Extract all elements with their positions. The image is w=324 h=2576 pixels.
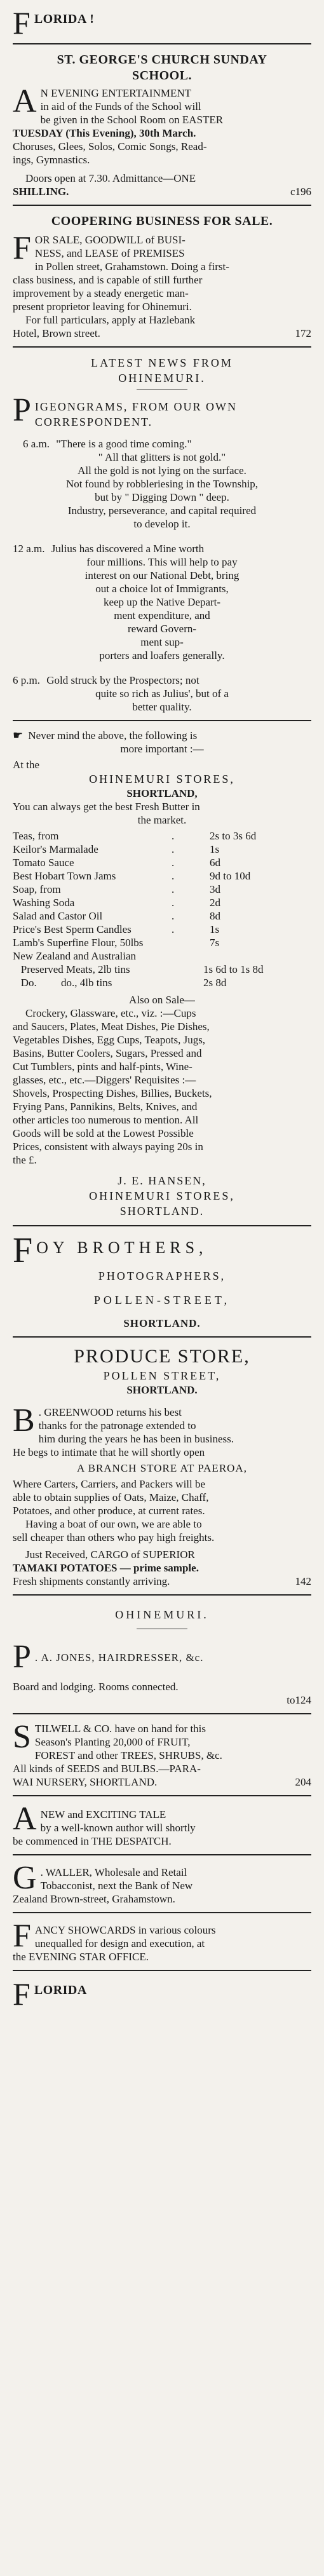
jones-title: . A. JONES, HAIRDRESSER, &c. bbox=[34, 1651, 204, 1664]
body-line: to develop it. bbox=[133, 518, 191, 530]
price-value: 7s bbox=[210, 937, 220, 949]
st-georges-ad bbox=[13, 48, 311, 201]
dropcap: P bbox=[13, 1639, 31, 1675]
body-line: He begs to intimate that he will shortly open bbox=[13, 1446, 205, 1458]
price-row bbox=[13, 976, 311, 989]
price-list bbox=[13, 829, 311, 989]
price-dot: . bbox=[172, 883, 175, 895]
body-line: the EVENING STAR OFFICE. bbox=[13, 1951, 149, 1963]
body-line: Vegetables Dishes, Egg Cups, Teapots, Jugs, bbox=[13, 1034, 206, 1046]
jones-ad bbox=[13, 1633, 311, 1709]
price-value: 8d bbox=[210, 910, 220, 922]
ad-heading: OHINEMURI. bbox=[118, 372, 206, 384]
price-row bbox=[13, 843, 311, 856]
ad-heading: OY BROTHERS, bbox=[36, 1238, 208, 1257]
body-line: present proprietor leaving for Ohinemuri. bbox=[13, 301, 192, 313]
ohinemuri-section bbox=[13, 1599, 311, 1625]
price-item: Lamb's Superfine Flour, 50lbs bbox=[13, 937, 144, 949]
price-dot: . bbox=[172, 923, 175, 935]
ad-heading: COOPERING BUSINESS FOR SALE. bbox=[51, 214, 273, 228]
body-line: At the bbox=[13, 759, 40, 771]
divider bbox=[13, 1225, 311, 1226]
ad-body bbox=[13, 83, 311, 198]
body-line: Industry, perseverance, and capital required bbox=[67, 505, 257, 517]
price-row bbox=[13, 949, 311, 963]
price-value bbox=[210, 949, 311, 963]
divider bbox=[13, 1912, 311, 1913]
price-value: 1s bbox=[210, 923, 220, 935]
signature: OHINEMURI STORES, bbox=[89, 1190, 235, 1202]
pointing-hand-icon: ☛ bbox=[13, 729, 24, 742]
waller-ad bbox=[13, 1859, 311, 1908]
price-value: 1s 6d to 1s 8d bbox=[203, 963, 264, 975]
sub-heading: IGEONGRAMS, FROM OUR OWN bbox=[34, 400, 237, 413]
body-line: Tobacconist, next the Bank of New bbox=[40, 1880, 193, 1892]
ad-heading: LORIDA ! bbox=[34, 12, 95, 26]
ad-body bbox=[13, 1402, 311, 1459]
body-line: improvement by a steady energetic man- bbox=[13, 287, 189, 299]
sub-heading: SHORTLAND. bbox=[123, 1317, 201, 1329]
body-line bbox=[13, 437, 311, 451]
produce-store-ad bbox=[13, 1341, 311, 1590]
body-line-row bbox=[13, 1775, 311, 1789]
body-line: TAMAKI POTATOES — prime sample. bbox=[13, 1562, 199, 1574]
body-line: but by " Digging Down " deep. bbox=[95, 491, 229, 503]
body-line: Basins, Butter Coolers, Sugars, Pressed and bbox=[13, 1047, 202, 1059]
signature: SHORTLAND. bbox=[119, 1205, 205, 1217]
body-line: other articles too numerous to mention. All bbox=[13, 1114, 199, 1126]
body-line: All kinds of SEEDS and BULBS.—PARA- bbox=[13, 1763, 201, 1775]
body-line: more important :— bbox=[120, 743, 204, 755]
jones-heading bbox=[13, 1639, 311, 1675]
store-name: OHINEMURI STORES, bbox=[89, 773, 235, 785]
price-item: Washing Soda bbox=[13, 897, 75, 909]
body-line: Crockery, Glassware, etc., viz. :—Cups bbox=[25, 1007, 196, 1019]
price-value: 3d bbox=[210, 883, 220, 895]
body-line: FOREST and other TREES, SHRUBS, &c. bbox=[34, 1749, 222, 1761]
price-row bbox=[13, 883, 311, 896]
price-row bbox=[13, 963, 311, 976]
body-line: ment expenditure, and bbox=[114, 609, 210, 621]
sub-heading: POLLEN STREET, bbox=[103, 1369, 221, 1382]
ad-code: 204 bbox=[295, 1776, 311, 1788]
news-sub bbox=[13, 392, 311, 430]
body-line: in Pollen street, Grahamstown. Doing a first- bbox=[34, 261, 229, 273]
body-line: Cut Tumblers, pints and half-pints, Wine- bbox=[13, 1061, 192, 1073]
branch-heading: A BRANCH STORE AT PAEROA, bbox=[77, 1462, 247, 1474]
divider bbox=[13, 1795, 311, 1796]
ohinemuri-stores-ad bbox=[13, 725, 311, 1221]
price-item: Salad and Castor Oil bbox=[13, 910, 103, 922]
divider bbox=[13, 1713, 311, 1714]
body-line: . WALLER, Wholesale and Retail bbox=[40, 1866, 187, 1878]
body-line: Also on Sale— bbox=[129, 994, 195, 1006]
body-line: NESS, and LEASE of PREMISES bbox=[34, 247, 185, 259]
fancy-showcards-ad bbox=[13, 1917, 311, 1966]
body-line: Prices, consistent with always paying 20s in bbox=[13, 1141, 203, 1153]
price-item: Soap, from bbox=[13, 883, 61, 895]
body-line: Doors open at 7.30. Admittance—ONE bbox=[25, 172, 196, 184]
price-value: 2d bbox=[210, 897, 220, 909]
body-line: class business, and is capable of still further bbox=[13, 274, 203, 286]
body-line: Choruses, Glees, Solos, Comic Songs, Read- bbox=[13, 140, 207, 153]
newspaper-column bbox=[13, 0, 311, 2010]
divider bbox=[13, 1970, 311, 1971]
divider bbox=[13, 720, 311, 721]
divider bbox=[13, 1594, 311, 1596]
body-line: able to obtain supplies of Oats, Maize, Chaff, bbox=[13, 1491, 209, 1503]
dropcap: P bbox=[13, 392, 31, 428]
dropcap: F bbox=[13, 1231, 33, 1270]
body-line-row bbox=[13, 1575, 311, 1588]
news-time: 6 a.m. bbox=[23, 438, 50, 450]
price-row bbox=[13, 896, 311, 909]
divider bbox=[13, 205, 311, 206]
price-dot bbox=[172, 949, 210, 963]
news-time: 6 p.m. bbox=[13, 674, 40, 686]
ad-heading: SCHOOL. bbox=[132, 69, 192, 83]
body-line: reward Govern- bbox=[127, 623, 197, 635]
sub-heading: CORRESPONDENT. bbox=[34, 416, 153, 428]
body-line bbox=[13, 729, 311, 742]
stilwell-ad bbox=[13, 1718, 311, 1791]
body-line: Just Received, CARGO of SUPERIOR bbox=[25, 1549, 195, 1561]
divider bbox=[13, 43, 311, 44]
dropcap: A bbox=[13, 1801, 37, 1837]
body-line: porters and loafers generally. bbox=[99, 649, 225, 661]
price-row bbox=[13, 829, 311, 843]
dropcap: F bbox=[13, 1976, 30, 2012]
body-line: in aid of the Funds of the School will bbox=[40, 100, 201, 112]
ad-code: c196 bbox=[290, 186, 311, 198]
sub-heading: POLLEN-STREET, bbox=[93, 1294, 231, 1306]
foy-brothers-ad bbox=[13, 1230, 311, 1332]
price-dot: . bbox=[172, 830, 175, 842]
dropcap: A bbox=[13, 83, 37, 119]
news-item-3 bbox=[13, 674, 311, 714]
price-item: Preserved Meats, 2lb tins bbox=[13, 963, 130, 975]
body-line: Not found by robbleriesing in the Township, bbox=[65, 478, 259, 490]
body-line: OR SALE, GOODWILL of BUSI- bbox=[34, 234, 186, 246]
price-line bbox=[13, 185, 311, 198]
florida-ad bbox=[13, 4, 311, 39]
foy-heading bbox=[13, 1231, 311, 1270]
body-line: For full particulars, apply at Hazlebank bbox=[25, 314, 196, 326]
ad-body bbox=[13, 230, 311, 340]
price-value: 9d to 10d bbox=[210, 870, 251, 882]
body-line: Where Carters, Carriers, and Packers will be bbox=[13, 1478, 206, 1490]
body-line: ings, Gymnastics. bbox=[13, 154, 90, 166]
latest-news-ad bbox=[13, 351, 311, 716]
body-line: glasses, etc., etc.—Diggers' Requisites :— bbox=[13, 1074, 196, 1086]
body-line: " All that glitters is not gold." bbox=[98, 451, 226, 463]
body-line: You can always get the best Fresh Butter in bbox=[13, 801, 200, 813]
divider bbox=[13, 1336, 311, 1338]
price-item: Do. do., 4lb tins bbox=[13, 977, 112, 989]
body-line: TILWELL & CO. have on hand for this bbox=[34, 1723, 206, 1735]
body-line: better quality. bbox=[132, 701, 192, 713]
body-line: Season's Planting 20,000 of FRUIT, bbox=[34, 1736, 191, 1748]
florida-ad-bottom bbox=[13, 1975, 311, 2010]
news-text: Gold struck by the Prospectors; not bbox=[46, 674, 199, 686]
body-line: Goods will be sold at the Lowest Possible bbox=[13, 1127, 194, 1139]
body-line: Having a boat of our own, we are able to bbox=[25, 1518, 202, 1530]
body-line: . GREENWOOD returns his best bbox=[38, 1406, 182, 1418]
body-line: unequalled for design and execution, at bbox=[34, 1937, 205, 1949]
body-line: interest on our National Debt, bring bbox=[84, 569, 240, 581]
divider bbox=[13, 346, 311, 348]
body-line: four millions. This will help to pay bbox=[86, 556, 238, 568]
price-value: 2s to 3s 6d bbox=[210, 830, 257, 842]
price-row bbox=[13, 936, 311, 949]
body-line: be given in the School Room on EASTER bbox=[40, 114, 224, 126]
body-line: N EVENING ENTERTAINMENT bbox=[40, 87, 192, 99]
body-line: Hotel, Brown street. bbox=[13, 327, 100, 339]
sub-heading: PHOTOGRAPHERS, bbox=[98, 1270, 226, 1282]
price-text: SHILLING. bbox=[13, 186, 69, 198]
coopering-ad bbox=[13, 210, 311, 342]
intro-text: Never mind the above, the following is bbox=[28, 729, 198, 742]
price-value: 2s 8d bbox=[203, 977, 227, 989]
price-item: Best Hobart Town Jams bbox=[13, 870, 116, 882]
news-time: 12 a.m. bbox=[13, 543, 45, 555]
ad-code: 172 bbox=[295, 327, 311, 339]
body-line: him during the years he has been in business. bbox=[38, 1433, 234, 1445]
news-item-2 bbox=[13, 542, 311, 662]
body-line: the £. bbox=[13, 1154, 37, 1166]
ad-heading: PRODUCE STORE, bbox=[74, 1346, 250, 1367]
price-dot: . bbox=[172, 843, 175, 855]
news-item-1 bbox=[13, 437, 311, 531]
body-line: by a well-known author will shortly bbox=[40, 1822, 196, 1834]
news-text: Julius has discovered a Mine worth bbox=[51, 543, 205, 555]
body-line: be commenced in THE DESPATCH. bbox=[13, 1835, 172, 1847]
body-line: Potatoes, and other produce, at current rates. bbox=[13, 1505, 205, 1517]
body-line bbox=[13, 542, 311, 555]
dropcap: F bbox=[13, 230, 31, 266]
ad-code: 142 bbox=[295, 1575, 311, 1587]
price-row bbox=[13, 923, 311, 936]
body-line: sell cheaper than others who pay high freights. bbox=[13, 1531, 215, 1543]
tale-ad bbox=[13, 1800, 311, 1850]
body-line: Board and lodging. Rooms connected. bbox=[13, 1681, 179, 1693]
price-item: New Zealand and Australian bbox=[13, 950, 137, 962]
ad-heading: LATEST NEWS FROM bbox=[91, 356, 233, 369]
price-dot bbox=[172, 936, 210, 949]
price-dot: . bbox=[172, 897, 175, 909]
sub-heading: SHORTLAND. bbox=[126, 1384, 198, 1396]
body-line: the market. bbox=[137, 814, 187, 826]
price-value: 1s bbox=[210, 843, 220, 855]
body-line: Shovels, Prospecting Dishes, Billies, Buckets, bbox=[13, 1087, 212, 1099]
price-dot: . bbox=[172, 870, 175, 882]
body-line: quite so rich as Julius', but of a bbox=[95, 688, 229, 700]
price-row bbox=[13, 856, 311, 869]
dropcap: B bbox=[13, 1402, 35, 1439]
body-line: ANCY SHOWCARDS in various colours bbox=[34, 1924, 216, 1936]
body-line-row bbox=[13, 327, 311, 340]
dropcap: G bbox=[13, 1860, 37, 1896]
body-line: keep up the Native Depart- bbox=[103, 596, 221, 608]
price-item: Keilor's Marmalade bbox=[13, 843, 98, 855]
price-item: Tomato Sauce bbox=[13, 857, 74, 869]
signature: J. E. HANSEN, bbox=[118, 1174, 206, 1187]
news-text: "There is a good time coming." bbox=[56, 438, 192, 450]
body-line: thanks for the patronage extended to bbox=[38, 1420, 196, 1432]
body-line: WAI NURSERY, SHORTLAND. bbox=[13, 1776, 158, 1788]
section-heading: OHINEMURI. bbox=[115, 1608, 209, 1621]
jones-board-row bbox=[13, 1680, 311, 1693]
price-item: Price's Best Sperm Candles bbox=[13, 923, 132, 935]
ad-heading: LORIDA bbox=[34, 1983, 87, 1997]
price-item: Teas, from bbox=[13, 830, 59, 842]
body-line: Zealand Brown-street, Grahamstown. bbox=[13, 1893, 175, 1905]
store-place: SHORTLAND, bbox=[126, 787, 198, 799]
dropcap: F bbox=[13, 5, 30, 41]
divider bbox=[13, 1854, 311, 1855]
body-line: ment sup- bbox=[140, 636, 184, 648]
dropcap: F bbox=[13, 1918, 31, 1954]
body-line: Frying Pans, Pannikins, Belts, Knives, and bbox=[13, 1101, 198, 1113]
price-dot: . bbox=[172, 910, 175, 922]
price-row bbox=[13, 869, 311, 883]
body-line bbox=[13, 674, 311, 687]
price-dot: . bbox=[172, 857, 175, 869]
body-line: All the gold is not lying on the surface. bbox=[78, 464, 246, 477]
body-line: and Saucers, Plates, Meat Dishes, Pie Dishes, bbox=[13, 1020, 210, 1033]
body-line: Fresh shipments constantly arriving. bbox=[13, 1575, 170, 1587]
body-line: TUESDAY (This Evening), 30th March. bbox=[13, 127, 196, 139]
price-row bbox=[13, 909, 311, 923]
body-line: out a choice lot of Immigrants, bbox=[95, 583, 229, 595]
dropcap: S bbox=[13, 1719, 31, 1755]
body-line: NEW and EXCITING TALE bbox=[40, 1808, 166, 1820]
ad-code: to124 bbox=[287, 1694, 311, 1706]
ad-heading: ST. GEORGE'S CHURCH SUNDAY bbox=[57, 53, 267, 67]
price-value: 6d bbox=[210, 857, 220, 869]
